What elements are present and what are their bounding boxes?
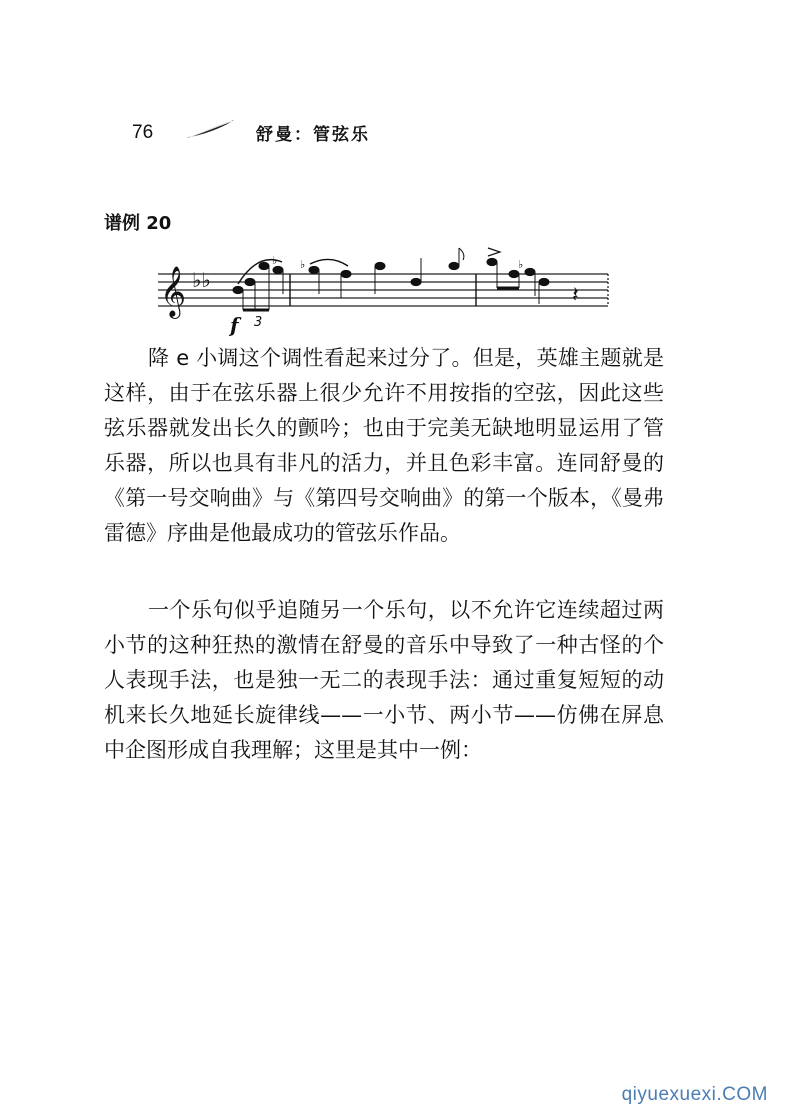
page-number: 76 <box>132 122 154 143</box>
staff-lines <box>158 274 608 306</box>
site-watermark: qiyuexuexi.COM <box>621 1084 768 1105</box>
key-signature-flats: ♭♭ <box>192 268 211 292</box>
dynamic-marking: f <box>230 313 239 336</box>
treble-clef-icon: 𝄞 <box>160 266 187 317</box>
page-header <box>132 118 432 148</box>
music-score <box>158 244 618 336</box>
svg-text:♭: ♭ <box>272 254 278 267</box>
svg-text:𝄽: 𝄽 <box>572 283 579 308</box>
svg-text:3: 3 <box>254 315 263 330</box>
measure-1 <box>233 254 283 330</box>
running-title: 舒曼：管弦乐 <box>256 125 370 145</box>
paragraph-2: 一个乐句似乎追随另一个乐句，以不允许它连续超过两小节的这种狂热的激情在舒曼的音乐中导致了一种古怪的个人表现手法，也是独一无二的表现手法：通过重复短短的动机来长久地延长旋律线——一小节、两小节——仿佛在屏息中企图形成自我理解；这里是其中一例： <box>104 598 664 762</box>
quill-ornament-icon <box>184 118 236 140</box>
music-example-label: 谱例 20 <box>104 213 172 234</box>
paragraph-1: 降 e 小调这个调性看起来过分了。但是，英雄主题就是这样，由于在弦乐器上很少允许不用按指的空弦，因此这些弦乐器就发出长久的颤吟；也由于完美无缺地明显运用了管乐器，所以也具有非凡的活力，并且色彩丰富。连同舒曼的《第一号交响曲》与《第四号交响曲》的第一个版本，《曼弗雷德》序曲是他最成功的管弦乐作品。 <box>104 346 664 545</box>
measure-3 <box>487 248 579 308</box>
svg-text:♭: ♭ <box>518 258 524 271</box>
svg-text:♭: ♭ <box>300 258 306 271</box>
